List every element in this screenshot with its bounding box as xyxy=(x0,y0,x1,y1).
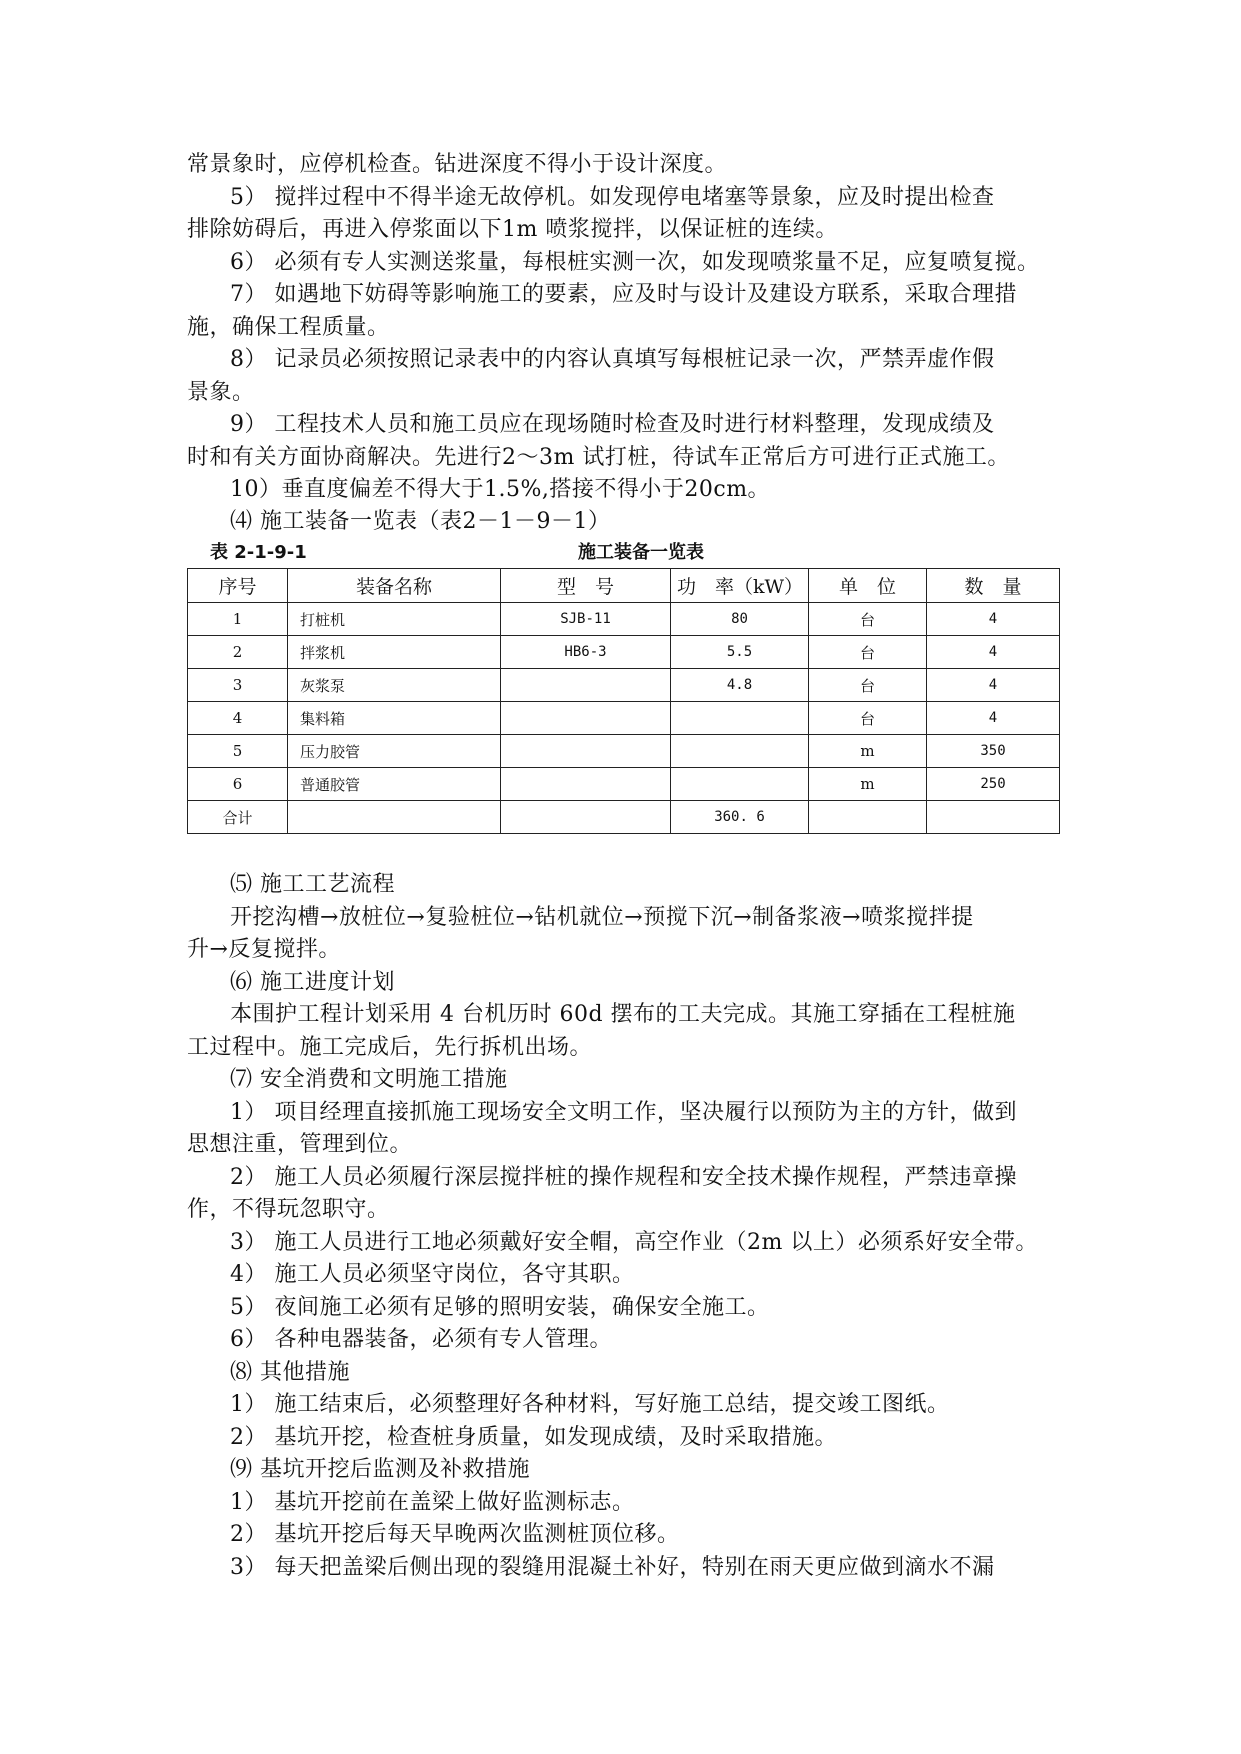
table-cell xyxy=(501,801,671,834)
table-cell xyxy=(501,669,671,702)
table-cell: SJB-11 xyxy=(501,603,671,636)
table-cell xyxy=(809,801,927,834)
text-line: 3） 每天把盖梁后侧出现的裂缝用混凝土补好，特别在雨天更应做到滴水不漏 xyxy=(230,1555,995,1580)
table-row xyxy=(188,636,1060,669)
table-row xyxy=(188,735,1060,768)
table-cell xyxy=(501,768,671,801)
table-cell: 360. 6 xyxy=(671,801,809,834)
table-cell: 合计 xyxy=(188,801,288,834)
text-line: 开挖沟槽→放桩位→复验桩位→钻机就位→预搅下沉→制备浆液→喷浆搅拌提 xyxy=(230,905,974,930)
table-cell: 普通胶管 xyxy=(288,768,501,801)
text-line: 6） 必须有专人实测送浆量，每根桩实测一次，如发现喷浆量不足，应复喷复搅。 xyxy=(230,250,1040,275)
text-line: 2） 基坑开挖，检查桩身质量，如发现成绩，及时采取措施。 xyxy=(230,1425,837,1450)
text-line: ⑷ 施工装备一览表（表2－1－9－1） xyxy=(230,509,611,534)
text-line: 2） 基坑开挖后每天早晚两次监测桩顶位移。 xyxy=(230,1522,680,1547)
text-line: 1） 施工结束后，必须整理好各种材料，写好施工总结，提交竣工图纸。 xyxy=(230,1392,950,1417)
table-cell xyxy=(501,702,671,735)
table-cell: 80 xyxy=(671,603,809,636)
table-cell: 1 xyxy=(188,603,288,636)
table-cell: 台 xyxy=(809,603,927,636)
header-cell: 功 率（kW） xyxy=(671,569,809,603)
table-cell: 灰浆泵 xyxy=(288,669,501,702)
table-cell: 打桩机 xyxy=(288,603,501,636)
table-total-row xyxy=(188,801,1060,834)
table-cell: 5.5 xyxy=(671,636,809,669)
table-cell: 集料箱 xyxy=(288,702,501,735)
table-title: 施工装备一览表 xyxy=(578,542,704,563)
text-line: 8） 记录员必须按照记录表中的内容认真填写每根桩记录一次，严禁弄虚作假 xyxy=(230,347,995,372)
table-cell xyxy=(671,768,809,801)
table-cell xyxy=(288,801,501,834)
text-line: 思想注重，管理到位。 xyxy=(187,1132,413,1157)
table-cell: 350 xyxy=(927,735,1060,768)
text-line: ⑻ 其他措施 xyxy=(230,1360,350,1385)
text-line: 作，不得玩忽职守。 xyxy=(187,1197,390,1222)
table-cell: 压力胶管 xyxy=(288,735,501,768)
table-cell xyxy=(927,801,1060,834)
text-line: 升→反复搅拌。 xyxy=(187,937,341,962)
table-row xyxy=(188,669,1060,702)
table-cell: m xyxy=(809,768,927,801)
table-cell xyxy=(671,702,809,735)
text-line: 3） 施工人员进行工地必须戴好安全帽，高空作业（2m 以上）必须系好安全带。 xyxy=(230,1230,1038,1255)
text-line: 4） 施工人员必须坚守岗位，各守其职。 xyxy=(230,1262,635,1287)
header-cell: 型 号 xyxy=(501,569,671,603)
table-cell: 250 xyxy=(927,768,1060,801)
text-line: 1） 基坑开挖前在盖梁上做好监测标志。 xyxy=(230,1490,635,1515)
text-line: 6） 各种电器装备，必须有专人管理。 xyxy=(230,1327,612,1352)
table-cell: 6 xyxy=(188,768,288,801)
equipment-table xyxy=(187,568,1060,834)
table-label: 表 2-1-9-1 xyxy=(210,542,307,563)
text-line: 5） 搅拌过程中不得半途无故停机。如发现停电堵塞等景象，应及时提出检查 xyxy=(230,185,995,210)
text-line: ⑺ 安全消费和文明施工措施 xyxy=(230,1067,508,1092)
text-line: 景象。 xyxy=(187,380,255,405)
table-cell: 2 xyxy=(188,636,288,669)
table-header-row xyxy=(188,569,1060,603)
text-line: 10）垂直度偏差不得大于1.5%,搭接不得小于20cm。 xyxy=(230,477,771,502)
table-row xyxy=(188,702,1060,735)
text-line: ⑸ 施工工艺流程 xyxy=(230,872,395,897)
text-line: 2） 施工人员必须履行深层搅拌桩的操作规程和安全技术操作规程，严禁违章操 xyxy=(230,1165,1017,1190)
header-cell: 数 量 xyxy=(927,569,1060,603)
text-line: 1） 项目经理直接抓施工现场安全文明工作，坚决履行以预防为主的方针，做到 xyxy=(230,1100,1017,1125)
table-cell xyxy=(671,735,809,768)
table-cell: 4 xyxy=(927,669,1060,702)
table-cell: 4 xyxy=(927,603,1060,636)
text-line: 7） 如遇地下妨碍等影响施工的要素，应及时与设计及建设方联系，采取合理措 xyxy=(230,282,1017,307)
table-cell: 4.8 xyxy=(671,669,809,702)
table-cell: 台 xyxy=(809,636,927,669)
text-line: 9） 工程技术人员和施工员应在现场随时检查及时进行材料整理，发现成绩及 xyxy=(230,412,995,437)
text-line: 工过程中。施工完成后，先行拆机出场。 xyxy=(187,1035,593,1060)
table-cell: 5 xyxy=(188,735,288,768)
text-line: ⑼ 基坑开挖后监测及补救措施 xyxy=(230,1457,530,1482)
text-line: 时和有关方面协商解决。先进行2～3m 试打桩，待试车正常后方可进行正式施工。 xyxy=(187,445,1010,470)
table-cell: 台 xyxy=(809,669,927,702)
header-cell: 装备名称 xyxy=(288,569,501,603)
text-line: 排除妨碍后，再进入停浆面以下1m 喷浆搅拌，以保证桩的连续。 xyxy=(187,217,838,242)
table-cell: 台 xyxy=(809,702,927,735)
header-cell: 序号 xyxy=(188,569,288,603)
text-line: 本围护工程计划采用 4 台机历时 60d 摆布的工夫完成。其施工穿插在工程桩施 xyxy=(230,1002,1016,1027)
text-line: 5） 夜间施工必须有足够的照明安装，确保安全施工。 xyxy=(230,1295,770,1320)
table-cell: 拌浆机 xyxy=(288,636,501,669)
header-cell: 单 位 xyxy=(809,569,927,603)
table-cell xyxy=(501,735,671,768)
table-row xyxy=(188,768,1060,801)
table-cell: 4 xyxy=(927,702,1060,735)
table-cell: HB6-3 xyxy=(501,636,671,669)
table-cell: m xyxy=(809,735,927,768)
table-cell: 3 xyxy=(188,669,288,702)
table-cell: 4 xyxy=(188,702,288,735)
text-line: ⑹ 施工进度计划 xyxy=(230,970,395,995)
text-line: 常景象时，应停机检查。钻进深度不得小于设计深度。 xyxy=(187,152,728,177)
table-cell: 4 xyxy=(927,636,1060,669)
table-row xyxy=(188,603,1060,636)
text-line: 施，确保工程质量。 xyxy=(187,315,390,340)
